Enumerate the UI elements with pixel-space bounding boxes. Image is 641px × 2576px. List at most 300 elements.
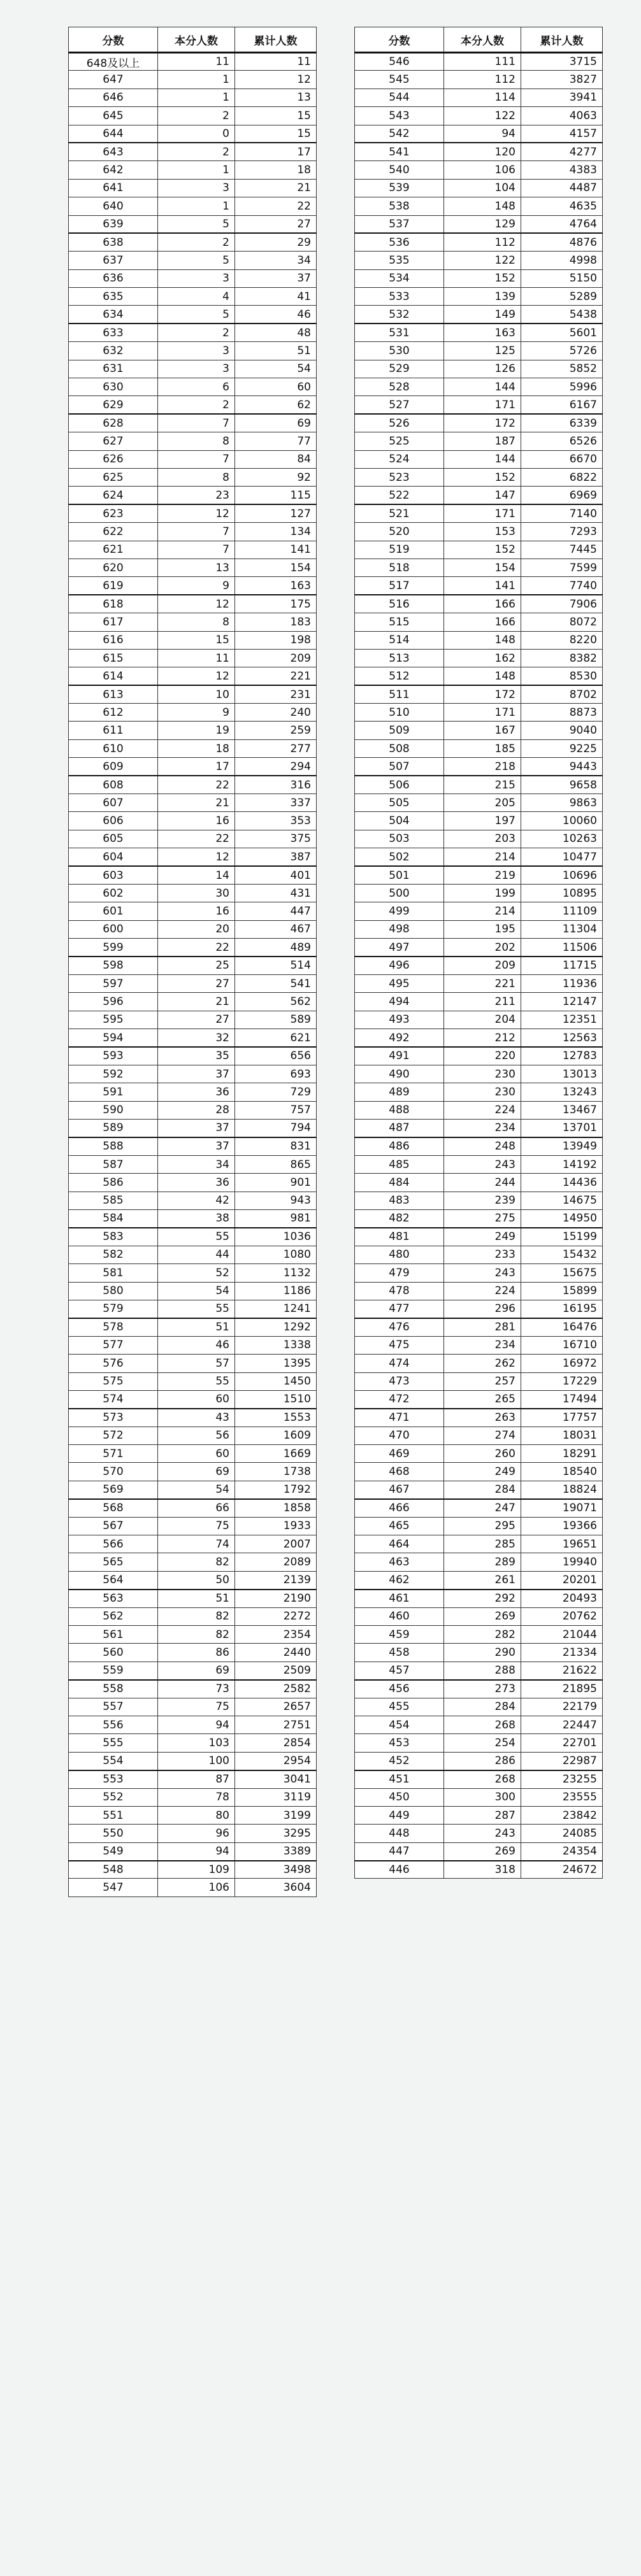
table-row xyxy=(69,179,317,197)
cumulative-cell: 11 xyxy=(235,53,317,71)
count-cell: 148 xyxy=(444,667,521,685)
cumulative-cell: 3715 xyxy=(521,53,603,71)
score-cell: 584 xyxy=(69,1210,158,1228)
score-cell: 527 xyxy=(355,396,444,414)
count-cell: 204 xyxy=(444,1011,521,1028)
table-row xyxy=(355,523,603,541)
score-cell: 582 xyxy=(69,1246,158,1263)
count-cell: 243 xyxy=(444,1825,521,1842)
table-row xyxy=(69,1264,317,1282)
score-cell: 563 xyxy=(69,1590,158,1607)
count-cell: 185 xyxy=(444,739,521,757)
score-cell: 581 xyxy=(69,1264,158,1282)
score-cell: 592 xyxy=(69,1065,158,1083)
score-cell: 519 xyxy=(355,541,444,559)
table-row xyxy=(69,1698,317,1716)
count-cell: 268 xyxy=(444,1716,521,1733)
table-row xyxy=(69,53,317,71)
count-cell: 224 xyxy=(444,1101,521,1119)
score-cell: 639 xyxy=(69,215,158,233)
score-table-left xyxy=(68,27,317,1897)
score-cell: 449 xyxy=(355,1806,444,1824)
cumulative-cell: 943 xyxy=(235,1192,317,1209)
table-row xyxy=(69,1571,317,1589)
count-cell: 12 xyxy=(158,504,235,522)
table-row xyxy=(355,1861,603,1879)
table-row xyxy=(69,1463,317,1481)
cumulative-cell: 51 xyxy=(235,342,317,360)
score-cell: 446 xyxy=(355,1861,444,1879)
score-cell: 464 xyxy=(355,1535,444,1553)
cumulative-cell: 12351 xyxy=(521,1011,603,1028)
table-row xyxy=(69,848,317,866)
count-cell: 239 xyxy=(444,1192,521,1209)
count-cell: 243 xyxy=(444,1264,521,1282)
score-cell: 466 xyxy=(355,1499,444,1517)
score-cell: 622 xyxy=(69,523,158,541)
table-row xyxy=(69,233,317,251)
score-cell: 624 xyxy=(69,487,158,504)
count-cell: 57 xyxy=(158,1355,235,1372)
table-row xyxy=(355,974,603,992)
score-cell: 589 xyxy=(69,1120,158,1137)
cumulative-cell: 2007 xyxy=(235,1535,317,1553)
count-cell: 1 xyxy=(158,197,235,215)
score-cell: 468 xyxy=(355,1463,444,1481)
cumulative-cell: 163 xyxy=(235,577,317,595)
table-row xyxy=(355,1390,603,1408)
cumulative-cell: 2272 xyxy=(235,1607,317,1625)
score-cell: 479 xyxy=(355,1264,444,1282)
header-count: 本分人数 xyxy=(444,27,521,53)
score-cell: 597 xyxy=(69,974,158,992)
cumulative-cell: 2751 xyxy=(235,1716,317,1733)
table-row xyxy=(69,1101,317,1119)
score-cell: 454 xyxy=(355,1716,444,1733)
count-cell: 51 xyxy=(158,1318,235,1336)
cumulative-cell: 621 xyxy=(235,1029,317,1047)
score-cell: 509 xyxy=(355,722,444,739)
score-cell: 557 xyxy=(69,1698,158,1716)
count-cell: 54 xyxy=(158,1481,235,1498)
table-row xyxy=(69,252,317,269)
count-cell: 109 xyxy=(158,1861,235,1879)
count-cell: 2 xyxy=(158,396,235,414)
count-cell: 5 xyxy=(158,306,235,324)
score-cell: 457 xyxy=(355,1662,444,1679)
count-cell: 27 xyxy=(158,1011,235,1028)
table-row xyxy=(355,1120,603,1137)
count-cell: 152 xyxy=(444,541,521,559)
cumulative-cell: 8530 xyxy=(521,667,603,685)
table-row xyxy=(69,71,317,89)
count-cell: 5 xyxy=(158,252,235,269)
table-row xyxy=(69,595,317,613)
score-cell: 483 xyxy=(355,1192,444,1209)
header-count: 本分人数 xyxy=(158,27,235,53)
score-cell: 574 xyxy=(69,1390,158,1408)
table-row xyxy=(355,468,603,486)
score-cell: 619 xyxy=(69,577,158,595)
cumulative-cell: 2190 xyxy=(235,1590,317,1607)
score-cell: 537 xyxy=(355,215,444,233)
table-row xyxy=(355,288,603,306)
cumulative-cell: 3827 xyxy=(521,71,603,89)
cumulative-cell: 1669 xyxy=(235,1445,317,1463)
table-row xyxy=(355,233,603,251)
table-row xyxy=(69,396,317,414)
score-cell: 599 xyxy=(69,939,158,957)
score-cell: 534 xyxy=(355,269,444,287)
cumulative-cell: 4635 xyxy=(521,197,603,215)
count-cell: 122 xyxy=(444,252,521,269)
count-cell: 195 xyxy=(444,920,521,938)
cumulative-cell: 541 xyxy=(235,974,317,992)
score-cell: 600 xyxy=(69,920,158,938)
score-cell: 620 xyxy=(69,559,158,576)
table-row xyxy=(69,758,317,776)
score-cell: 489 xyxy=(355,1083,444,1101)
score-cell: 492 xyxy=(355,1029,444,1047)
count-cell: 22 xyxy=(158,830,235,848)
count-cell: 25 xyxy=(158,957,235,974)
score-cell: 451 xyxy=(355,1770,444,1788)
cumulative-cell: 6167 xyxy=(521,396,603,414)
table-row xyxy=(69,1390,317,1408)
count-cell: 249 xyxy=(444,1228,521,1246)
cumulative-cell: 5996 xyxy=(521,378,603,396)
count-cell: 11 xyxy=(158,649,235,667)
table-row xyxy=(69,1734,317,1752)
score-cell: 630 xyxy=(69,378,158,396)
count-cell: 27 xyxy=(158,974,235,992)
score-cell: 594 xyxy=(69,1029,158,1047)
count-cell: 219 xyxy=(444,866,521,884)
cumulative-cell: 3604 xyxy=(235,1879,317,1896)
score-cell: 523 xyxy=(355,468,444,486)
table-row xyxy=(69,1137,317,1155)
cumulative-cell: 1132 xyxy=(235,1264,317,1282)
count-cell: 52 xyxy=(158,1264,235,1282)
table-row xyxy=(355,631,603,649)
table-row xyxy=(69,1409,317,1427)
count-cell: 288 xyxy=(444,1662,521,1679)
table-row xyxy=(69,1625,317,1643)
cumulative-cell: 277 xyxy=(235,739,317,757)
count-cell: 50 xyxy=(158,1571,235,1589)
score-cell: 510 xyxy=(355,704,444,722)
score-cell: 641 xyxy=(69,179,158,197)
table-row xyxy=(355,884,603,902)
table-row xyxy=(69,342,317,360)
table-row xyxy=(355,1535,603,1553)
cumulative-cell: 1338 xyxy=(235,1336,317,1354)
table-row xyxy=(355,53,603,71)
count-cell: 205 xyxy=(444,794,521,812)
cumulative-cell: 401 xyxy=(235,866,317,884)
cumulative-cell: 489 xyxy=(235,939,317,957)
score-cell: 575 xyxy=(69,1372,158,1390)
cumulative-cell: 9040 xyxy=(521,722,603,739)
count-cell: 269 xyxy=(444,1842,521,1860)
header-cumulative: 累计人数 xyxy=(521,27,603,53)
score-cell: 473 xyxy=(355,1372,444,1390)
count-cell: 19 xyxy=(158,722,235,739)
count-cell: 214 xyxy=(444,848,521,866)
score-cell: 517 xyxy=(355,577,444,595)
count-cell: 21 xyxy=(158,794,235,812)
score-cell: 577 xyxy=(69,1336,158,1354)
cumulative-cell: 221 xyxy=(235,667,317,685)
table-row xyxy=(355,722,603,739)
table-row xyxy=(69,1355,317,1372)
count-cell: 43 xyxy=(158,1409,235,1427)
table-row xyxy=(69,1517,317,1535)
count-cell: 21 xyxy=(158,993,235,1011)
table-row xyxy=(69,577,317,595)
table-row xyxy=(355,1734,603,1752)
count-cell: 261 xyxy=(444,1571,521,1589)
count-cell: 94 xyxy=(158,1716,235,1733)
score-cell: 643 xyxy=(69,143,158,160)
score-cell: 542 xyxy=(355,125,444,143)
table-row xyxy=(69,1336,317,1354)
table-row xyxy=(69,1590,317,1607)
count-cell: 22 xyxy=(158,939,235,957)
score-cell: 530 xyxy=(355,342,444,360)
count-cell: 125 xyxy=(444,342,521,360)
cumulative-cell: 21 xyxy=(235,179,317,197)
count-cell: 224 xyxy=(444,1282,521,1300)
score-cell: 465 xyxy=(355,1517,444,1535)
score-cell: 455 xyxy=(355,1698,444,1716)
count-cell: 221 xyxy=(444,974,521,992)
table-row xyxy=(69,866,317,884)
score-cell: 611 xyxy=(69,722,158,739)
score-cell: 559 xyxy=(69,1662,158,1679)
cumulative-cell: 15675 xyxy=(521,1264,603,1282)
score-cell: 578 xyxy=(69,1318,158,1336)
score-cell: 461 xyxy=(355,1590,444,1607)
count-cell: 2 xyxy=(158,233,235,251)
score-cell: 481 xyxy=(355,1228,444,1246)
table-row xyxy=(355,1644,603,1662)
score-cell: 560 xyxy=(69,1644,158,1662)
score-cell: 551 xyxy=(69,1806,158,1824)
count-cell: 60 xyxy=(158,1445,235,1463)
count-cell: 295 xyxy=(444,1517,521,1535)
cumulative-cell: 2089 xyxy=(235,1553,317,1571)
cumulative-cell: 5601 xyxy=(521,324,603,341)
count-cell: 247 xyxy=(444,1499,521,1517)
score-cell: 491 xyxy=(355,1047,444,1065)
table-row xyxy=(355,1481,603,1498)
count-cell: 281 xyxy=(444,1318,521,1336)
cumulative-cell: 19940 xyxy=(521,1553,603,1571)
table-row xyxy=(355,1355,603,1372)
score-cell: 637 xyxy=(69,252,158,269)
count-cell: 129 xyxy=(444,215,521,233)
count-cell: 214 xyxy=(444,902,521,920)
cumulative-cell: 21895 xyxy=(521,1680,603,1698)
table-row xyxy=(355,559,603,576)
cumulative-cell: 8220 xyxy=(521,631,603,649)
cumulative-cell: 12563 xyxy=(521,1029,603,1047)
cumulative-cell: 6526 xyxy=(521,432,603,450)
table-row xyxy=(69,704,317,722)
score-cell: 470 xyxy=(355,1427,444,1444)
cumulative-cell: 12783 xyxy=(521,1047,603,1065)
cumulative-cell: 48 xyxy=(235,324,317,341)
count-cell: 126 xyxy=(444,360,521,378)
count-cell: 199 xyxy=(444,884,521,902)
cumulative-cell: 2657 xyxy=(235,1698,317,1716)
table-row xyxy=(355,577,603,595)
count-cell: 265 xyxy=(444,1390,521,1408)
score-cell: 586 xyxy=(69,1174,158,1192)
score-cell: 569 xyxy=(69,1481,158,1498)
cumulative-cell: 13467 xyxy=(521,1101,603,1119)
score-table-right xyxy=(354,27,603,1879)
table-row xyxy=(69,1770,317,1788)
count-cell: 284 xyxy=(444,1698,521,1716)
score-cell: 634 xyxy=(69,306,158,324)
table-row xyxy=(69,360,317,378)
cumulative-cell: 11715 xyxy=(521,957,603,974)
cumulative-cell: 17229 xyxy=(521,1372,603,1390)
table-row xyxy=(355,1662,603,1679)
table-row xyxy=(355,487,603,504)
score-cell: 486 xyxy=(355,1137,444,1155)
score-cell: 646 xyxy=(69,89,158,106)
cumulative-cell: 84 xyxy=(235,450,317,468)
cumulative-cell: 37 xyxy=(235,269,317,287)
table-row xyxy=(355,269,603,287)
score-cell: 518 xyxy=(355,559,444,576)
score-cell: 467 xyxy=(355,1481,444,1498)
cumulative-cell: 198 xyxy=(235,631,317,649)
score-cell: 516 xyxy=(355,595,444,613)
cumulative-cell: 19651 xyxy=(521,1535,603,1553)
header-score: 分数 xyxy=(69,27,158,53)
cumulative-cell: 134 xyxy=(235,523,317,541)
table-row xyxy=(69,939,317,957)
score-cell: 609 xyxy=(69,758,158,776)
table-row xyxy=(355,396,603,414)
score-cell: 552 xyxy=(69,1788,158,1806)
score-cell: 544 xyxy=(355,89,444,106)
count-cell: 17 xyxy=(158,758,235,776)
table-row xyxy=(69,1047,317,1065)
cumulative-cell: 10060 xyxy=(521,812,603,830)
table-row xyxy=(69,1192,317,1209)
cumulative-cell: 1241 xyxy=(235,1300,317,1318)
table-row xyxy=(355,830,603,848)
score-cell: 554 xyxy=(69,1752,158,1770)
cumulative-cell: 2582 xyxy=(235,1680,317,1698)
cumulative-cell: 24354 xyxy=(521,1842,603,1860)
count-cell: 187 xyxy=(444,432,521,450)
score-cell: 478 xyxy=(355,1282,444,1300)
score-cell: 598 xyxy=(69,957,158,974)
count-cell: 203 xyxy=(444,830,521,848)
table-row xyxy=(355,613,603,631)
score-cell: 591 xyxy=(69,1083,158,1101)
table-row xyxy=(355,1192,603,1209)
count-cell: 30 xyxy=(158,884,235,902)
header-row xyxy=(69,27,317,53)
count-cell: 249 xyxy=(444,1463,521,1481)
count-cell: 12 xyxy=(158,667,235,685)
score-cell: 548 xyxy=(69,1861,158,1879)
score-cell: 631 xyxy=(69,360,158,378)
score-cell: 541 xyxy=(355,143,444,160)
score-cell: 628 xyxy=(69,414,158,432)
table-row xyxy=(69,1228,317,1246)
cumulative-cell: 14436 xyxy=(521,1174,603,1192)
count-cell: 7 xyxy=(158,523,235,541)
count-cell: 3 xyxy=(158,269,235,287)
cumulative-cell: 18291 xyxy=(521,1445,603,1463)
table-row xyxy=(69,739,317,757)
cumulative-cell: 4487 xyxy=(521,179,603,197)
cumulative-cell: 18540 xyxy=(521,1463,603,1481)
header-row xyxy=(355,27,603,53)
cumulative-cell: 21044 xyxy=(521,1625,603,1643)
cumulative-cell: 1450 xyxy=(235,1372,317,1390)
table-row xyxy=(355,1788,603,1806)
count-cell: 144 xyxy=(444,450,521,468)
cumulative-cell: 1186 xyxy=(235,1282,317,1300)
count-cell: 114 xyxy=(444,89,521,106)
count-cell: 154 xyxy=(444,559,521,576)
score-cell: 588 xyxy=(69,1137,158,1155)
table-row xyxy=(355,1372,603,1390)
count-cell: 56 xyxy=(158,1427,235,1444)
cumulative-cell: 8702 xyxy=(521,685,603,703)
count-cell: 32 xyxy=(158,1029,235,1047)
score-cell: 448 xyxy=(355,1825,444,1842)
cumulative-cell: 10477 xyxy=(521,848,603,866)
count-cell: 202 xyxy=(444,939,521,957)
score-cell: 484 xyxy=(355,1174,444,1192)
cumulative-cell: 757 xyxy=(235,1101,317,1119)
count-cell: 212 xyxy=(444,1029,521,1047)
table-row xyxy=(355,1842,603,1860)
score-cell: 567 xyxy=(69,1517,158,1535)
count-cell: 234 xyxy=(444,1120,521,1137)
count-cell: 60 xyxy=(158,1390,235,1408)
score-cell: 618 xyxy=(69,595,158,613)
count-cell: 7 xyxy=(158,450,235,468)
score-cell: 476 xyxy=(355,1318,444,1336)
table-row xyxy=(69,161,317,179)
table-row xyxy=(355,143,603,160)
table-row xyxy=(355,1680,603,1698)
table-row xyxy=(355,1282,603,1300)
table-row xyxy=(69,920,317,938)
cumulative-cell: 1395 xyxy=(235,1355,317,1372)
score-cell: 642 xyxy=(69,161,158,179)
score-cell: 498 xyxy=(355,920,444,938)
table-row xyxy=(355,1517,603,1535)
score-cell: 463 xyxy=(355,1553,444,1571)
table-row xyxy=(355,1300,603,1318)
score-cell: 526 xyxy=(355,414,444,432)
score-cell: 496 xyxy=(355,957,444,974)
score-cell: 535 xyxy=(355,252,444,269)
cumulative-cell: 22701 xyxy=(521,1734,603,1752)
